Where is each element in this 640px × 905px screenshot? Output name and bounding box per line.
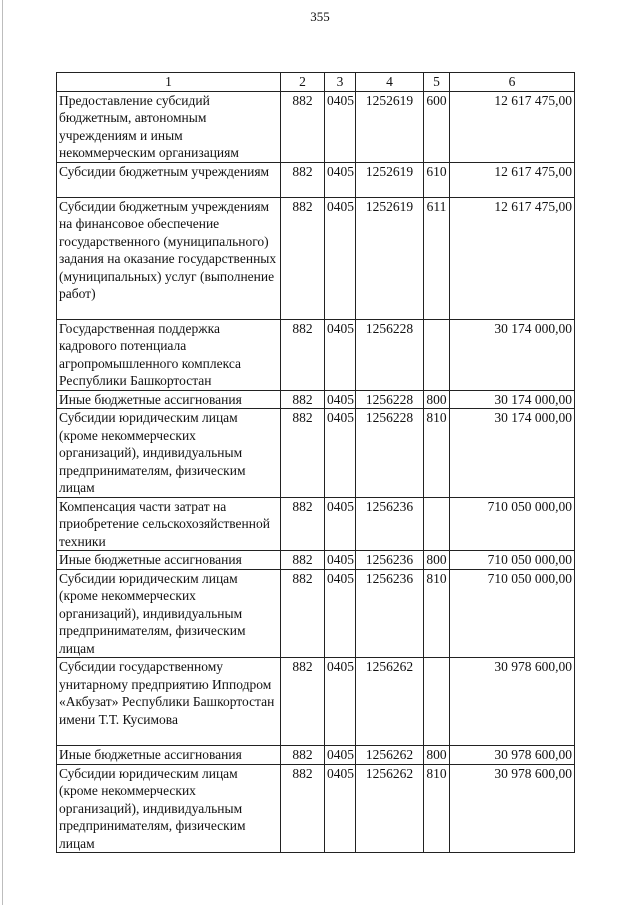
row-c4-cell: 1256262 <box>356 746 424 765</box>
table-row <box>57 569 575 658</box>
row-c2-cell: 882 <box>281 91 325 162</box>
budget-table <box>56 72 575 853</box>
row-description-cell: Субсидии юридическим лицам (кроме некоммерческих организаций), индивидуальным предпринимателям, физическим лицам <box>57 569 281 658</box>
row-c6-cell: 710 050 000,00 <box>450 497 575 551</box>
row-c4-cell: 1256228 <box>356 390 424 409</box>
row-c3-cell: 0405 <box>325 162 356 197</box>
row-c5-cell: 810 <box>424 409 450 498</box>
row-c5-cell: 800 <box>424 390 450 409</box>
row-c6-cell: 12 617 475,00 <box>450 91 575 162</box>
table-row <box>57 658 575 746</box>
row-description-cell: Государственная поддержка кадрового потенциала агропромышленного комплекса Республики Башкортостан <box>57 319 281 390</box>
column-header: 4 <box>356 73 424 92</box>
column-header: 2 <box>281 73 325 92</box>
table-row <box>57 409 575 498</box>
column-header: 3 <box>325 73 356 92</box>
row-c5-cell <box>424 497 450 551</box>
column-header: 6 <box>450 73 575 92</box>
row-c4-cell: 1256262 <box>356 764 424 853</box>
row-c3-cell: 0405 <box>325 497 356 551</box>
row-c2-cell: 882 <box>281 197 325 319</box>
row-c4-cell: 1252619 <box>356 91 424 162</box>
row-description-cell: Субсидии бюджетным учреждениям <box>57 162 281 197</box>
row-c6-cell: 30 174 000,00 <box>450 390 575 409</box>
table-row <box>57 764 575 853</box>
table-row <box>57 551 575 570</box>
row-description-cell: Субсидии юридическим лицам (кроме некоммерческих организаций), индивидуальным предпринимателям, физическим лицам <box>57 764 281 853</box>
row-c2-cell: 882 <box>281 658 325 746</box>
row-c4-cell: 1256236 <box>356 551 424 570</box>
row-c4-cell: 1256228 <box>356 319 424 390</box>
row-description-cell: Субсидии юридическим лицам (кроме некоммерческих организаций), индивидуальным предпринимателям, физическим лицам <box>57 409 281 498</box>
row-description-cell: Субсидии государственному унитарному предприятию Ипподром «Акбузат» Республики Башкортостан имени Т.Т. Кусимова <box>57 658 281 746</box>
row-c5-cell <box>424 658 450 746</box>
row-c6-cell: 30 174 000,00 <box>450 319 575 390</box>
row-c6-cell: 30 978 600,00 <box>450 658 575 746</box>
row-c4-cell: 1256262 <box>356 658 424 746</box>
table-row <box>57 162 575 197</box>
table-header-row <box>57 73 575 92</box>
row-description-cell: Предоставление субсидий бюджетным, автономным учреждениям и иным некоммерческим организациям <box>57 91 281 162</box>
row-c2-cell: 882 <box>281 390 325 409</box>
row-c5-cell: 611 <box>424 197 450 319</box>
table-row <box>57 91 575 162</box>
row-description-cell: Субсидии бюджетным учреждениям на финансовое обеспечение государственного (муниципального) задания на оказание государственных (муниципальных) услуг (выполнение работ) <box>57 197 281 319</box>
row-c4-cell: 1256236 <box>356 569 424 658</box>
row-c6-cell: 30 978 600,00 <box>450 746 575 765</box>
row-c2-cell: 882 <box>281 409 325 498</box>
row-c6-cell: 710 050 000,00 <box>450 569 575 658</box>
table-row <box>57 390 575 409</box>
table-row <box>57 319 575 390</box>
page-number: 355 <box>310 9 330 24</box>
row-c3-cell: 0405 <box>325 658 356 746</box>
row-c2-cell: 882 <box>281 764 325 853</box>
column-header: 1 <box>57 73 281 92</box>
row-c6-cell: 12 617 475,00 <box>450 197 575 319</box>
row-c3-cell: 0405 <box>325 319 356 390</box>
row-c4-cell: 1256236 <box>356 497 424 551</box>
row-c5-cell <box>424 319 450 390</box>
row-c3-cell: 0405 <box>325 569 356 658</box>
row-c4-cell: 1252619 <box>356 197 424 319</box>
row-c5-cell: 810 <box>424 764 450 853</box>
scan-edge-line <box>2 0 3 905</box>
table-row <box>57 746 575 765</box>
row-c5-cell: 600 <box>424 91 450 162</box>
row-c2-cell: 882 <box>281 746 325 765</box>
row-c3-cell: 0405 <box>325 551 356 570</box>
table-row <box>57 497 575 551</box>
row-c3-cell: 0405 <box>325 91 356 162</box>
row-c3-cell: 0405 <box>325 197 356 319</box>
row-c5-cell: 810 <box>424 569 450 658</box>
row-c6-cell: 12 617 475,00 <box>450 162 575 197</box>
row-c5-cell: 800 <box>424 746 450 765</box>
row-c3-cell: 0405 <box>325 764 356 853</box>
row-c4-cell: 1252619 <box>356 162 424 197</box>
table-row <box>57 197 575 319</box>
row-c2-cell: 882 <box>281 551 325 570</box>
row-description-cell: Иные бюджетные ассигнования <box>57 746 281 765</box>
row-description-cell: Компенсация части затрат на приобретение сельскохозяйственной техники <box>57 497 281 551</box>
row-c6-cell: 30 174 000,00 <box>450 409 575 498</box>
row-c4-cell: 1256228 <box>356 409 424 498</box>
row-c6-cell: 30 978 600,00 <box>450 764 575 853</box>
row-c2-cell: 882 <box>281 162 325 197</box>
row-c5-cell: 800 <box>424 551 450 570</box>
row-c3-cell: 0405 <box>325 746 356 765</box>
row-c2-cell: 882 <box>281 497 325 551</box>
row-c3-cell: 0405 <box>325 390 356 409</box>
row-description-cell: Иные бюджетные ассигнования <box>57 390 281 409</box>
row-description-cell: Иные бюджетные ассигнования <box>57 551 281 570</box>
row-c2-cell: 882 <box>281 569 325 658</box>
row-c3-cell: 0405 <box>325 409 356 498</box>
column-header: 5 <box>424 73 450 92</box>
row-c6-cell: 710 050 000,00 <box>450 551 575 570</box>
row-c5-cell: 610 <box>424 162 450 197</box>
row-c2-cell: 882 <box>281 319 325 390</box>
